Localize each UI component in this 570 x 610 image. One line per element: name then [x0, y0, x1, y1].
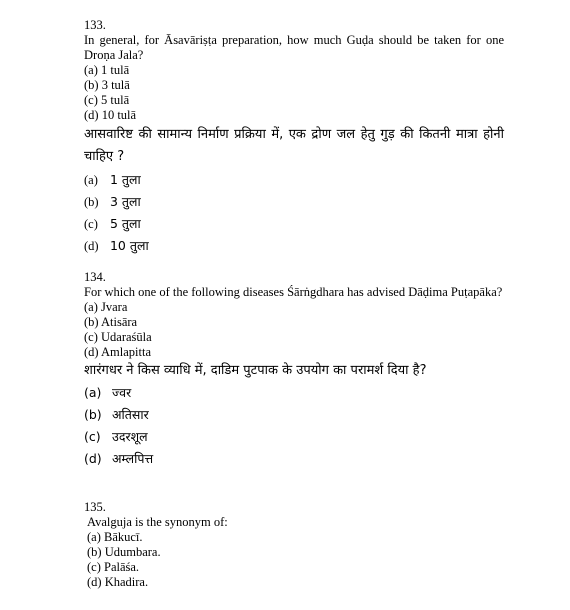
option-label: (c): [84, 429, 101, 444]
option-en-a: (a) Jvara: [84, 300, 128, 314]
option-en-d: (d) Khadira.: [87, 575, 149, 589]
option-label: (d): [84, 451, 102, 466]
option-hi-b: [84, 404, 504, 426]
option-label: (a): [84, 385, 102, 400]
option-hi-a: [84, 169, 504, 191]
option-label: (a): [84, 173, 98, 187]
option-text: अम्लपित्त: [111, 451, 154, 466]
question-number: 134.: [84, 270, 106, 284]
question-133: [84, 18, 504, 257]
option-text: 3 तुला: [109, 194, 141, 209]
option-en-c: (c) Udaraśūla: [84, 330, 152, 344]
option-text: 5 तुला: [109, 216, 141, 231]
option-en-d: (d) 10 tulā: [84, 108, 137, 122]
option-en-d: (d) Amlapitta: [84, 345, 151, 359]
option-hi-a: [84, 382, 504, 404]
option-hi-d: [84, 235, 504, 257]
question-text-hi: आसवारिष्ट की सामान्य निर्माण प्रक्रिया में, एक द्रोण जल हेतु गुड़ की कितनी मात्रा होनी चाहिए ?: [84, 127, 504, 164]
option-en-b: (b) 3 tulā: [84, 78, 130, 92]
question-text-hi: शारंगधर ने किस व्याधि में, दाडिम पुटपाक के उपयोग का परामर्श दिया है?: [84, 363, 427, 378]
option-text: ज्वर: [111, 385, 132, 400]
option-text: उदरशूल: [111, 429, 148, 444]
option-en-c: (c) Palāśa.: [87, 560, 140, 574]
question-text-en: Avalguja is the synonym of:: [87, 515, 228, 529]
option-hi-c: [84, 213, 504, 235]
option-label: (d): [84, 239, 99, 253]
question-text-en: In general, for Āsavāriṣṭa preparation, how much Guḍa should be taken for one Droṇa Jala?: [84, 33, 504, 62]
option-label: (b): [84, 407, 102, 422]
option-en-b: (b) Atisāra: [84, 315, 138, 329]
question-135: [84, 500, 504, 590]
option-hi-b: [84, 191, 504, 213]
question-134: [84, 270, 504, 470]
option-label: (c): [84, 217, 98, 231]
option-en-a: (a) Bākucī.: [87, 530, 143, 544]
option-en-c: (c) 5 tulā: [84, 93, 130, 107]
option-hi-c: [84, 426, 504, 448]
option-en-a: (a) 1 tulā: [84, 63, 130, 77]
question-text-en: For which one of the following diseases Śārṅgdhara has advised Dāḍima Puṭapāka?: [84, 285, 503, 299]
option-en-b: (b) Udumbara.: [87, 545, 161, 559]
option-hi-d: [84, 448, 504, 470]
question-number: 135.: [84, 500, 106, 514]
option-label: (b): [84, 195, 99, 209]
question-number: 133.: [84, 18, 106, 32]
option-text: 1 तुला: [109, 172, 141, 187]
option-text: अतिसार: [111, 407, 149, 422]
option-text: 10 तुला: [109, 238, 149, 253]
